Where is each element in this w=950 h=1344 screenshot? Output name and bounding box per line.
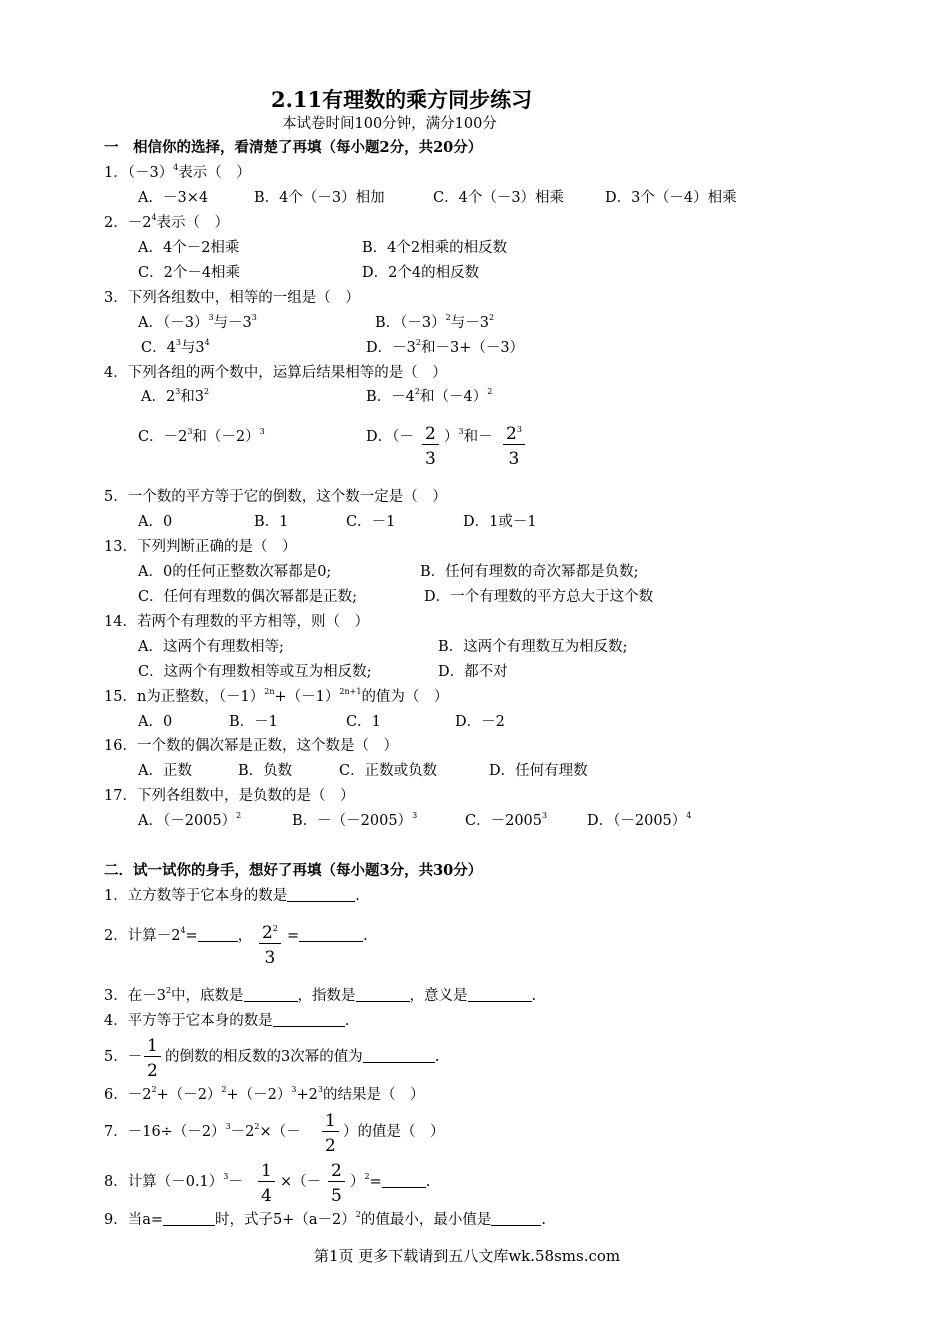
q2-option-a[interactable]: A．4个－2相乘 [138, 240, 240, 256]
s2-q8-part1: 8．计算$(-0.1)^3-$ [104, 1172, 243, 1190]
s2-q9: 9．当a= 时，式子$5+(a-2)^2$的值最小，最小值是 . [104, 1210, 546, 1228]
q15-option-d[interactable]: D．－2 [455, 714, 505, 730]
q13-option-d[interactable]: D．一个有理数的平方总大于这个数 [424, 589, 654, 605]
answer-blank[interactable] [491, 1211, 541, 1226]
answer-blank[interactable] [363, 1048, 435, 1063]
q2-stem: 2．$-2^4$表示（ ） [104, 213, 230, 231]
subtitle: 本试卷时间100分钟，满分100分 [282, 116, 497, 132]
q3-option-b[interactable]: B．$(-3)^2$与$-3^2$ [375, 313, 495, 331]
q15-stem: 15．n为正整数，$(-1)^{2n}+(-1)^{2n+1}$的值为（ ） [104, 687, 449, 705]
s2-q2-fraction: $\frac{2^2}{3}$ [259, 923, 281, 968]
q5-option-c[interactable]: C．－1 [346, 514, 396, 530]
s2-q6: 6．$-2^2+(-2)^2+(-2)^3+2^3$的结果是（ ） [104, 1085, 425, 1103]
q13-option-b[interactable]: B．任何有理数的奇次幂都是负数; [420, 564, 639, 580]
q16-stem: 16．一个数的偶次幂是正数，这个数是（ ） [104, 738, 398, 754]
q2-option-b[interactable]: B．4个2相乘的相反数 [362, 240, 508, 256]
q5-option-a[interactable]: A．0 [138, 514, 173, 530]
q1-stem: 1．$(-3)^4$表示（ ） [104, 163, 251, 181]
q17-option-b[interactable]: B．$-(-2005)^3$ [292, 811, 418, 829]
q14-option-c[interactable]: C．这两个有理数相等或互为相反数; [138, 664, 372, 680]
answer-blank[interactable] [198, 927, 238, 942]
answer-blank[interactable] [468, 987, 532, 1002]
q2-option-c[interactable]: C．2个－4相乘 [138, 265, 241, 281]
q3-option-c[interactable]: C．$4^3$与$3^4$ [141, 338, 210, 356]
s2-q3: 3．在$-3^2$中，底数是 ，指数是 ，意义是 . [104, 986, 537, 1004]
q15-option-c[interactable]: C．1 [346, 714, 381, 730]
q17-option-a[interactable]: A．$(-2005)^2$ [138, 811, 242, 829]
q14-stem: 14．若两个有理数的平方相等，则（ ） [104, 614, 369, 630]
answer-blank[interactable] [287, 887, 355, 902]
s2-q8-fraction-2: $\frac{2}{5}$ [328, 1161, 345, 1206]
q3-option-d[interactable]: D．$-3^2$和－3+（－3） [366, 338, 525, 356]
q4-option-c[interactable]: C．$-2^3$和$(-2)^3$ [138, 427, 265, 445]
s2-q5-fraction: $\frac{1}{2}$ [144, 1036, 161, 1081]
q17-option-c[interactable]: C．$-2005^3$ [465, 811, 548, 829]
q16-option-b[interactable]: B．负数 [238, 763, 293, 779]
s2-q2-part1: 2．计算$-2^4=$ ， [104, 926, 253, 944]
q14-option-b[interactable]: B．这两个有理数互为相反数; [438, 639, 628, 655]
answer-blank[interactable] [299, 927, 363, 942]
q3-stem: 3．下列各组数中，相等的一组是（ ） [104, 290, 360, 306]
q13-stem: 13．下列判断正确的是（ ） [104, 539, 297, 555]
s2-q7-part2: ）的值是（ ） [343, 1124, 445, 1140]
q15-option-b[interactable]: B．－1 [229, 714, 278, 730]
answer-blank[interactable] [356, 987, 410, 1002]
s2-q8-part3: ）$^2$= . [350, 1172, 431, 1190]
answer-blank[interactable] [163, 1211, 215, 1226]
q3-option-a[interactable]: A．$(-3)^3$与$-3^3$ [138, 313, 257, 331]
q14-option-d[interactable]: D．都不对 [438, 664, 508, 680]
q16-option-a[interactable]: A．正数 [138, 763, 192, 779]
q16-option-c[interactable]: C．正数或负数 [339, 763, 438, 779]
q4-d-fraction-1: $\frac{2}{3}$ [422, 424, 439, 469]
q16-option-d[interactable]: D．任何有理数 [489, 763, 588, 779]
page-footer: 第1页 更多下载请到五八文库wk.58sms.com [314, 1247, 621, 1265]
q5-stem: 5．一个数的平方等于它的倒数，这个数一定是（ ） [104, 489, 447, 505]
q4-d-prefix: D．（－ [366, 429, 414, 445]
s2-q7-part1: 7．$-16\div(-2)^3-2^2\times(-$ [104, 1122, 301, 1140]
q13-option-a[interactable]: A．0的任何正整数次幂都是0; [138, 564, 332, 580]
q13-option-c[interactable]: C．任何有理数的偶次幂都是正数; [138, 589, 357, 605]
q2-option-d[interactable]: D．2个4的相反数 [362, 265, 480, 281]
answer-blank[interactable] [382, 1173, 426, 1188]
s2-q1: 1．立方数等于它本身的数是 . [104, 888, 360, 904]
section2-heading: 二．试一试你的身手，想好了再填（每小题3分，共30分） [104, 862, 483, 879]
q1-option-c[interactable]: C．4个（－3）相乘 [433, 190, 565, 206]
s2-q8-part2: ×（－ [280, 1174, 322, 1190]
s2-q5-rest: 的倒数的相反数的3次幂的值为 . [165, 1049, 440, 1065]
q4-d-fraction-2: $\frac{2^3}{3}$ [503, 424, 525, 469]
q4-option-b[interactable]: B．$-4^2$和$(-4)^2$ [366, 387, 493, 405]
section1-heading: 一 相信你的选择，看清楚了再填（每小题2分，共20分） [104, 139, 483, 156]
q17-option-d[interactable]: D．$(-2005)^4$ [587, 811, 692, 829]
q5-option-b[interactable]: B．1 [254, 514, 289, 530]
s2-q2-part2: = . [287, 928, 368, 944]
q1-option-d[interactable]: D．3个（－4）相乘 [605, 190, 737, 206]
q1-option-a[interactable]: A．－3×4 [138, 190, 209, 206]
s2-q4: 4．平方等于它本身的数是 . [104, 1013, 350, 1029]
answer-blank[interactable] [244, 987, 298, 1002]
q4-stem: 4．下列各组的两个数中，运算后结果相等的是（ ） [104, 365, 447, 381]
q15-option-a[interactable]: A．0 [138, 714, 173, 730]
q5-option-d[interactable]: D．1或－1 [463, 514, 537, 530]
q1-option-b[interactable]: B．4个（－3）相加 [254, 190, 385, 206]
answer-blank[interactable] [273, 1012, 345, 1027]
page-title: 2.11有理数的乘方同步练习 [271, 87, 533, 112]
q4-d-mid: ）$^3$和－ [444, 427, 493, 445]
s2-q7-fraction: $\frac{1}{2}$ [322, 1111, 339, 1156]
q4-option-a[interactable]: A．$2^3$和$3^2$ [141, 387, 210, 405]
q14-option-a[interactable]: A．这两个有理数相等; [138, 639, 284, 655]
q17-stem: 17．下列各组数中，是负数的是（ ） [104, 788, 355, 804]
s2-q5-prefix: 5．－ [104, 1049, 143, 1065]
s2-q8-fraction-1: $\frac{1}{4}$ [258, 1161, 275, 1206]
